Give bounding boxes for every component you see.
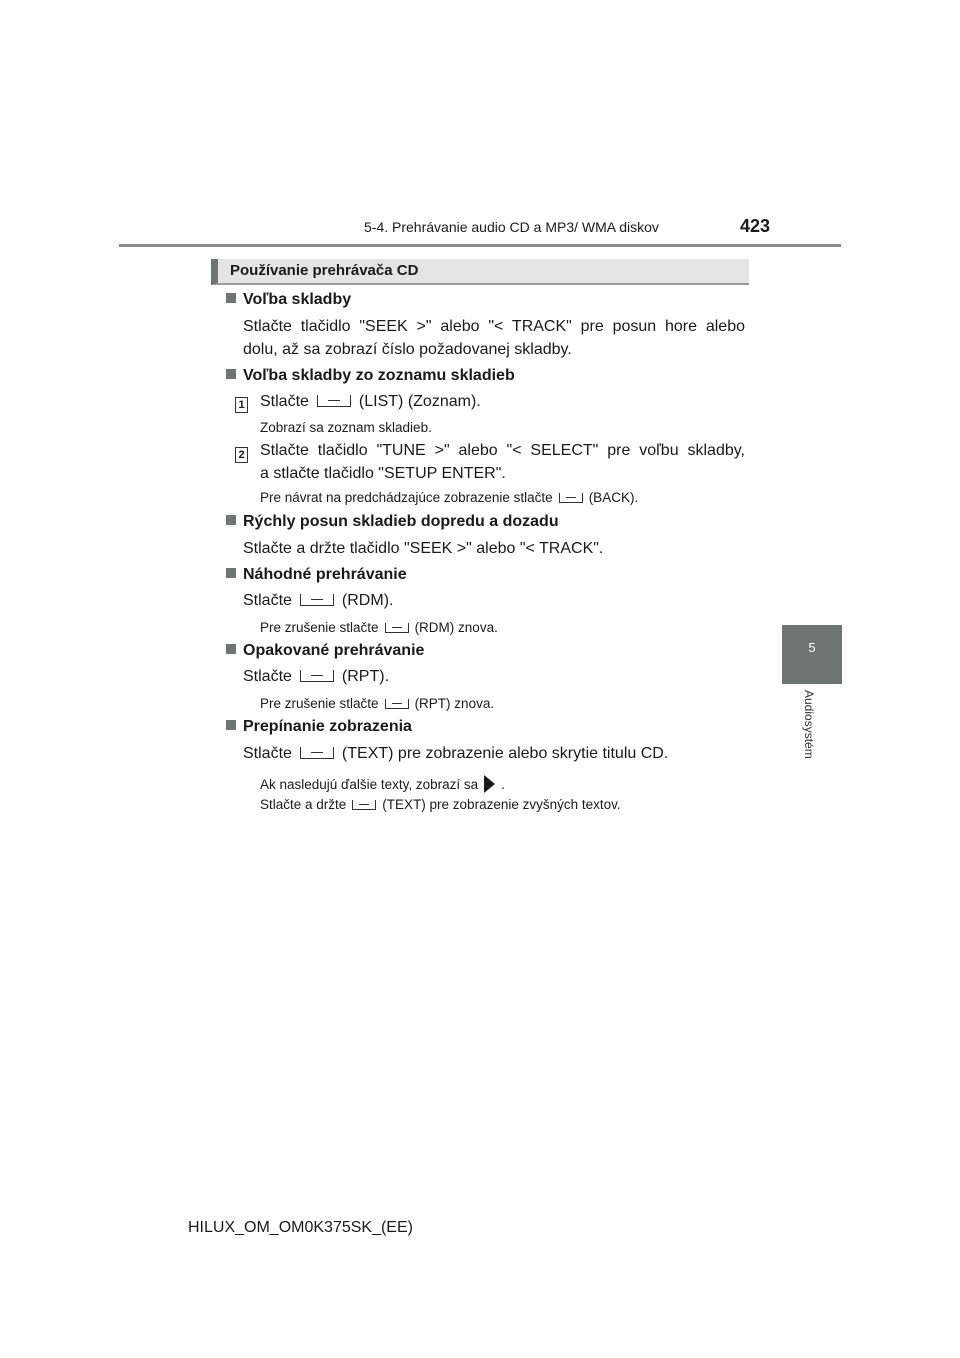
text-line: Stlačte tlačidlo "SEEK >" alebo "< TRACK" pre posun hore alebo	[243, 318, 745, 335]
bullet-square-icon	[226, 644, 236, 654]
heading-repeat: Opakované prehrávanie	[226, 642, 424, 660]
footer-code: HILUX_OM_OM0K375SK_(EE)	[188, 1219, 413, 1236]
step-1-badge: 1	[235, 395, 248, 413]
arrow-right-icon	[484, 775, 495, 793]
bullet-square-icon	[226, 293, 236, 303]
step-1-note: Zobrazí sa zoznam skladieb.	[260, 420, 432, 435]
rdm-button-icon	[385, 623, 409, 633]
rpt-button-icon	[385, 699, 409, 709]
step-1-text: Stlačte (LIST) (Zoznam).	[260, 393, 481, 410]
chapter-number: 5	[808, 640, 816, 655]
bullet-square-icon	[226, 720, 236, 730]
bullet-square-icon	[226, 568, 236, 578]
heading-random: Náhodné prehrávanie	[226, 566, 407, 584]
note-line: Pre zrušenie stlačte (RPT) znova.	[260, 696, 495, 711]
chapter-label: Audiosystém	[802, 690, 816, 759]
note-line: Pre zrušenie stlačte (RDM) znova.	[260, 620, 498, 635]
rdm-button-icon	[300, 594, 334, 606]
heading-track-list: Voľba skladby zo zoznamu skladieb	[226, 367, 515, 385]
text-line: dolu, až sa zobrazí číslo požadovanej skladby.	[243, 341, 572, 358]
header-title: 5-4. Prehrávanie audio CD a MP3/ WMA diskov	[364, 219, 659, 235]
note-line: Stlačte a držte (TEXT) pre zobrazenie zvyšných textov.	[260, 797, 621, 812]
section-title-bar	[211, 259, 749, 285]
text-button-icon	[300, 747, 334, 759]
bullet-square-icon	[226, 515, 236, 525]
step-2-text: Stlačte tlačidlo "TUNE >" alebo "< SELECT" pre voľbu skladby,	[260, 442, 745, 459]
step-2-badge: 2	[235, 445, 248, 463]
text-line: Stlačte (RPT).	[243, 668, 390, 685]
note-line: Ak nasledujú ďalšie texty, zobrazí sa .	[260, 777, 505, 792]
header-rule	[119, 244, 841, 247]
text-line: Stlačte a držte tlačidlo "SEEK >" alebo "< TRACK".	[243, 540, 604, 557]
step-2-text: a stlačte tlačidlo "SETUP ENTER".	[260, 465, 506, 482]
page-number: 423	[740, 216, 771, 236]
heading-track-select: Voľba skladby	[226, 291, 351, 309]
text-line: Stlačte (TEXT) pre zobrazenie alebo skrytie titulu CD.	[243, 745, 669, 762]
heading-fast-seek: Rýchly posun skladieb dopredu a dozadu	[226, 513, 559, 531]
rpt-button-icon	[300, 670, 334, 682]
list-button-icon	[317, 395, 351, 407]
text-button-icon	[352, 800, 376, 810]
heading-display-switch: Prepínanie zobrazenia	[226, 718, 412, 736]
step-2-note: Pre návrat na predchádzajúce zobrazenie stlačte (BACK).	[260, 490, 639, 505]
back-button-icon	[559, 493, 583, 503]
chapter-tab	[782, 625, 842, 684]
section-title: Používanie prehrávača CD	[230, 262, 419, 279]
text-line: Stlačte (RDM).	[243, 592, 394, 609]
bullet-square-icon	[226, 369, 236, 379]
